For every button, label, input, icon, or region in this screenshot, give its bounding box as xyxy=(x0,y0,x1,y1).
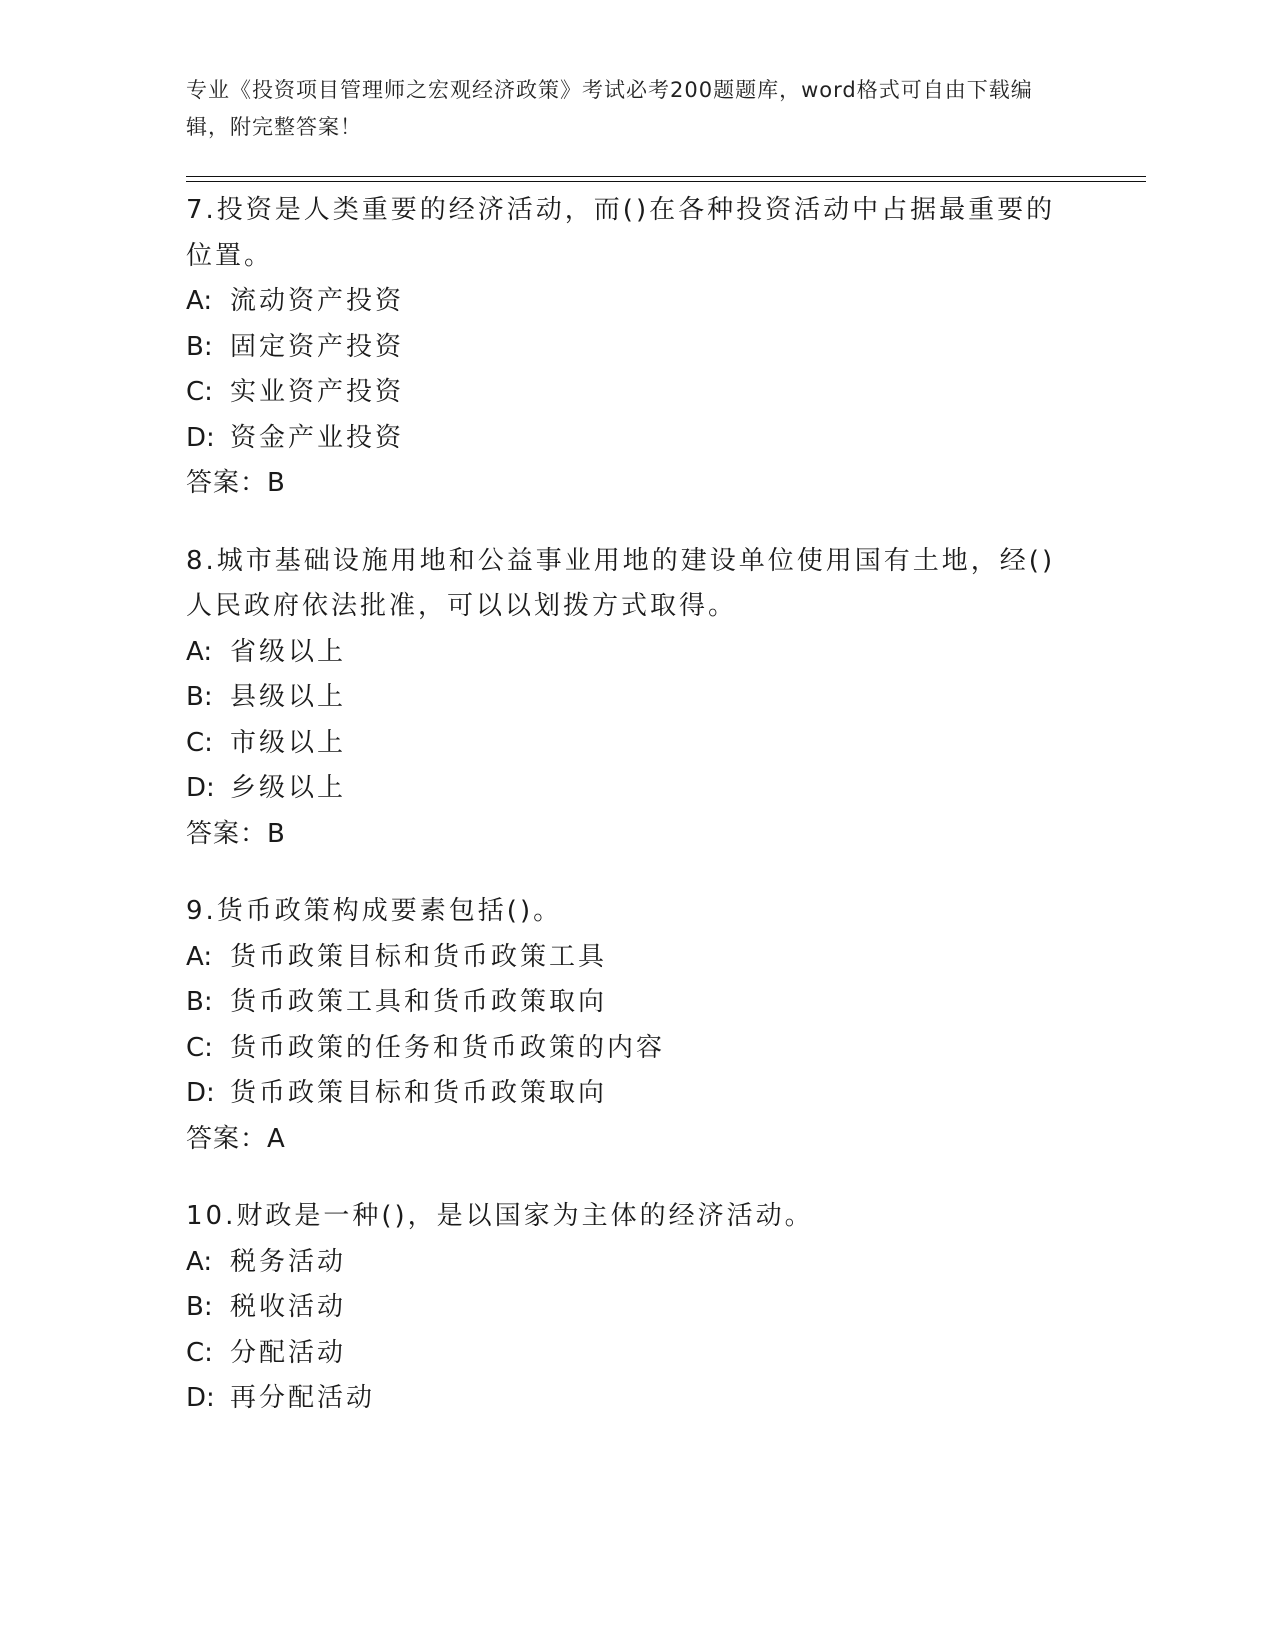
option-key: C: xyxy=(186,727,213,758)
option-text: 乡级以上 xyxy=(230,773,347,803)
option-a xyxy=(186,279,1066,325)
option-key: B: xyxy=(186,331,213,362)
option-key: D: xyxy=(186,1383,215,1413)
question-7 xyxy=(186,188,1066,507)
question-list xyxy=(186,188,1066,1454)
option-text: 税务活动 xyxy=(230,1246,347,1277)
option-b xyxy=(186,325,1066,371)
option-b xyxy=(186,1285,1066,1331)
question-text: 9.货币政策构成要素包括()。 xyxy=(186,896,563,926)
option-key: C: xyxy=(186,377,213,407)
question-text: 7.投资是人类重要的经济活动，而()在各种投资活动中占据最重要的位置。 xyxy=(186,195,1056,271)
option-text: 再分配活动 xyxy=(230,1383,376,1413)
option-key: A: xyxy=(186,286,213,316)
option-a xyxy=(186,1240,1066,1286)
header-divider-bottom xyxy=(186,181,1146,182)
option-d xyxy=(186,416,1066,462)
option-text: 税收活动 xyxy=(230,1292,347,1322)
answer: 答案：B xyxy=(186,468,286,498)
document-header xyxy=(186,72,1066,146)
option-text: 货币政策的任务和货币政策的内容 xyxy=(230,1032,666,1063)
option-c xyxy=(186,370,1066,416)
option-a xyxy=(186,935,1066,981)
option-key: B: xyxy=(186,682,213,712)
question-text: 8.城市基础设施用地和公益事业用地的建设单位使用国有土地，经()人民政府依法批准，可以以划拨方式取得。 xyxy=(186,545,1056,621)
option-d xyxy=(186,1376,1066,1422)
question-text: 10.财政是一种()，是以国家为主体的经济活动。 xyxy=(186,1201,814,1231)
option-d xyxy=(186,766,1066,812)
option-key: B: xyxy=(186,987,213,1017)
answer: 答案：B xyxy=(186,818,286,849)
header-intro-text: 专业《投资项目管理师之宏观经济政策》考试必考200题题库，word格式可自由下载编辑，附完整答案！ xyxy=(186,78,1033,139)
option-text: 省级以上 xyxy=(230,636,347,667)
option-d xyxy=(186,1071,1066,1117)
answer: 答案：A xyxy=(186,1123,286,1154)
option-key: D: xyxy=(186,422,215,453)
option-b xyxy=(186,980,1066,1026)
option-key: C: xyxy=(186,1337,213,1368)
option-text: 货币政策目标和货币政策工具 xyxy=(230,941,608,972)
option-c xyxy=(186,721,1066,767)
option-key: D: xyxy=(186,1078,215,1108)
option-text: 市级以上 xyxy=(230,727,347,758)
question-9 xyxy=(186,889,1066,1162)
option-text: 流动资产投资 xyxy=(230,286,405,316)
option-key: D: xyxy=(186,773,215,803)
header-divider-top xyxy=(186,176,1146,177)
option-key: B: xyxy=(186,1292,213,1322)
option-text: 资金产业投资 xyxy=(230,422,405,453)
option-text: 固定资产投资 xyxy=(230,331,405,362)
option-text: 货币政策工具和货币政策取向 xyxy=(230,987,608,1017)
option-text: 分配活动 xyxy=(230,1337,347,1368)
option-text: 实业资产投资 xyxy=(230,377,405,407)
question-8 xyxy=(186,539,1066,858)
question-10 xyxy=(186,1194,1066,1422)
option-a xyxy=(186,630,1066,676)
option-text: 县级以上 xyxy=(230,682,347,712)
option-key: C: xyxy=(186,1032,213,1063)
option-key: A: xyxy=(186,1246,213,1277)
option-text: 货币政策目标和货币政策取向 xyxy=(230,1078,608,1108)
option-b xyxy=(186,675,1066,721)
option-c xyxy=(186,1331,1066,1377)
option-c xyxy=(186,1026,1066,1072)
option-key: A: xyxy=(186,636,213,667)
option-key: A: xyxy=(186,941,213,972)
